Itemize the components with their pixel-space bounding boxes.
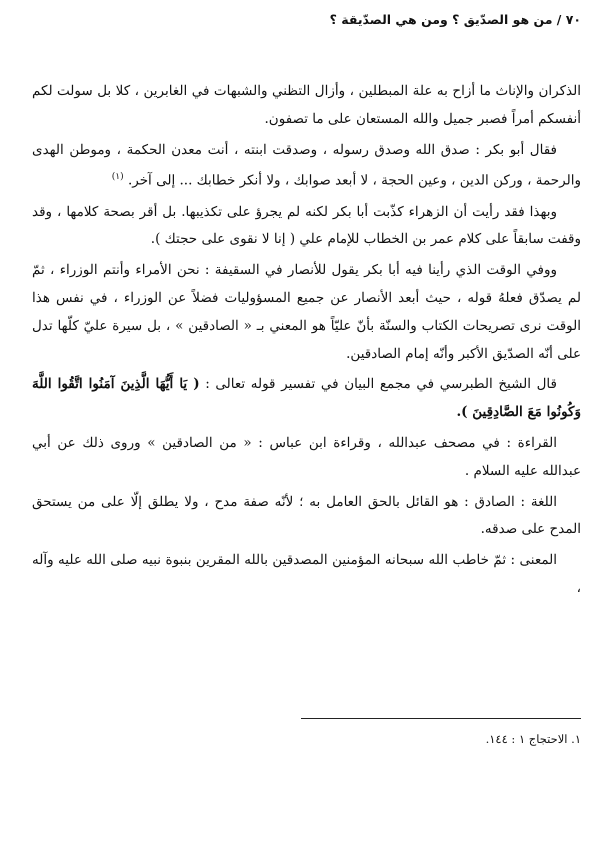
paragraph-7: اللغة : الصادق : هو القائل بالحق العامل به ؛ لأنّه صفة مدح ، ولا يطلق إلّا على من يستحق المدح على صدقه. <box>32 493 581 538</box>
footnote: ١. الاحتجاج ١ : ١٤٤. <box>485 732 581 746</box>
footnote-divider <box>301 718 581 719</box>
quran-verse: ( يَا أَيُّهَا الَّذِينَ آمَنُوا اتَّقُوا اللَّهَ وَكُونُوا مَعَ الصَّادِقِينَ ). <box>32 376 581 421</box>
page-body <box>32 78 581 606</box>
paragraph-1: الذكران والإناث ما أزاح به علة المبطلين ، وأزال التظني والشبهات في الغابرين ، كلا بل سولت لكم أنفسكم أمراً فصبر جميل والله المستعان على ما تصفون. <box>32 83 581 127</box>
page-header <box>32 12 581 27</box>
page-number: ٧٠ <box>565 12 581 27</box>
paragraph-5 <box>32 371 581 427</box>
paragraph-4: ووفي الوقت الذي رأينا فيه أبا بكر يقول للأنصار في السقيفة : نحن الأمراء وأنتم الوزراء ، ثمّ لم يصدّق فعلهُ قوله ، حيث أبعد الأنصار عن جميع المسؤوليات فضلاً عن الوزراء ، في نفس هذا الوقت نرى تصريحات الكتاب والسنّة بأنّ عليّاً هو المعني بـ « الصادقين » ، بل سيرة عليّ كلّها تدل على أنّه الصدّيق الأكبر وأنّه إمام الصادقين. <box>32 262 581 362</box>
paragraph-2 <box>32 137 581 196</box>
footnote-marker: (١) <box>111 172 124 183</box>
paragraph-2-text: فقال أبو بكر : صدق الله وصدق رسوله ، وصدقت ابنته ، أنت معدن الحكمة ، وموطن الهدى والرحمة ، وركن الدين ، وعين الحجة ، لا أبعد صوابك ، ولا أنكر خطابك ... إلى آخر. <box>32 141 581 189</box>
paragraph-5-text: قال الشيخ الطبرسي في مجمع البيان في تفسير قوله تعالى : <box>205 376 558 393</box>
paragraph-6: القراءة : في مصحف عبدالله ، وقراءة ابن عباس : « من الصادقين » وروى ذلك عن أبي عبدالله عليه السلام . <box>32 435 581 479</box>
running-title: / من هو الصدّيق ؟ ومن هي الصدّيقة ؟ <box>329 12 562 27</box>
paragraph-8: المعنى : ثمّ خاطب الله سبحانه المؤمنين المصدقين بالله المقرين بنبوة نبيه صلى الله عليه وآله ، <box>32 552 581 597</box>
paragraph-3: وبهذا فقد رأيت أن الزهراء كذّبت أبا بكر لكنه لم يجرؤ على تكذيبها. بل أقر بصحة كلامها ، وقد وقفت سابقاً على كلام عمر بن الخطاب للإمام علي ( إنا لا نقوى على حجتك ). <box>32 203 581 248</box>
